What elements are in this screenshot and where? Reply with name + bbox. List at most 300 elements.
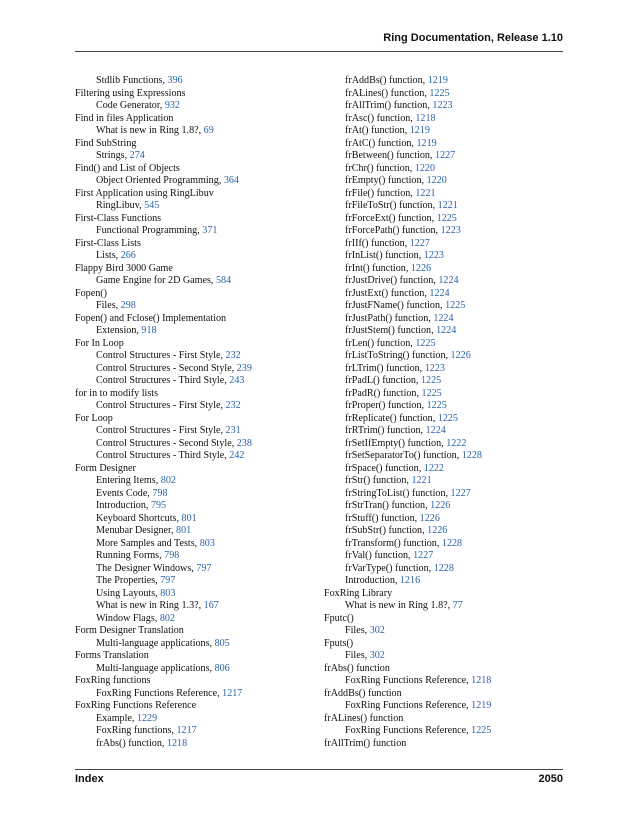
index-entry-text: Entering Items, <box>96 475 161 486</box>
index-subentry <box>75 438 315 451</box>
index-subentry <box>324 138 564 151</box>
page-reference-link[interactable]: 1226 <box>419 512 440 524</box>
index-entry-text: Example, <box>96 712 137 724</box>
page-reference-link[interactable]: 806 <box>214 662 230 674</box>
index-entry-text: frForceExt() function, <box>345 212 437 224</box>
index-subentry <box>324 500 564 513</box>
index-entry-text: Events Code, <box>96 487 153 499</box>
index-subentry <box>324 300 564 313</box>
index-column-right <box>324 75 564 750</box>
index-entry-text: For In Loop <box>75 337 124 349</box>
index-entry-text: FoxRing Functions Reference, <box>96 687 223 699</box>
index-entry-text: The Designer Windows, <box>96 562 197 574</box>
page-reference-link[interactable]: 1224 <box>425 425 446 436</box>
index-entry-text: frRTrim() function, <box>345 425 426 436</box>
index-entry-text: Files, <box>345 650 370 661</box>
index-entry-text: More Samples and Tests, <box>96 537 200 549</box>
index-entry-text: frProper() function, <box>345 400 427 411</box>
page-reference-link[interactable]: 801 <box>181 512 197 524</box>
footer-rule <box>75 769 563 770</box>
index-subentry <box>324 700 564 713</box>
index-entry-text: Fopen() <box>75 287 107 299</box>
index-entry-text: Introduction, <box>345 575 400 586</box>
index-entry-text: Find in files Application <box>75 112 174 124</box>
index-entry-text: for in to modify lists <box>75 387 158 399</box>
index-subentry <box>75 713 315 726</box>
index-entry-text: Strings, <box>96 150 130 161</box>
index-entry-text: Form Designer Translation <box>75 625 184 636</box>
index-subentry <box>324 550 564 563</box>
index-entry-text: FoxRing Functions Reference, <box>345 725 472 736</box>
index-subentry <box>75 550 315 563</box>
index-entry <box>75 213 315 226</box>
index-entry <box>324 738 564 751</box>
page-reference-link[interactable]: 1218 <box>471 675 492 686</box>
index-subentry <box>75 325 315 338</box>
index-subentry <box>75 300 315 313</box>
index-subentry <box>324 438 564 451</box>
index-entry-text: frVal() function, <box>345 550 414 561</box>
page-reference-link[interactable]: 1225 <box>471 725 492 736</box>
index-entry <box>324 613 564 626</box>
index-entry-text: frAllTrim() function <box>324 737 407 749</box>
page-reference-link[interactable]: 1228 <box>433 562 454 574</box>
index-subentry <box>75 613 315 626</box>
index-subentry <box>75 175 315 188</box>
page-reference-link[interactable]: 1226 <box>410 262 432 274</box>
index-subentry <box>324 463 564 476</box>
page-reference-link[interactable]: 797 <box>160 575 176 586</box>
index-subentry <box>75 125 315 138</box>
index-entry-text: Multi-language applications, <box>96 662 215 674</box>
page-reference-link[interactable]: 1220 <box>414 162 435 174</box>
index-entry-text: frAt() function, <box>345 125 410 136</box>
page-reference-link[interactable]: 798 <box>152 487 168 499</box>
index-entry-text: frPadL() function, <box>345 375 421 386</box>
page-reference-link[interactable]: 545 <box>144 200 160 211</box>
index-subentry <box>324 650 564 663</box>
page-reference-link[interactable]: 274 <box>129 150 145 161</box>
index-subentry <box>75 725 315 738</box>
index-entry-text: FoxRing functions, <box>96 725 177 736</box>
index-subentry <box>324 338 564 351</box>
index-subentry <box>324 150 564 163</box>
index-entry-text: frAllTrim() function, <box>345 100 433 111</box>
index-entry-text: frAtC() function, <box>345 137 417 149</box>
page-reference-link[interactable]: 1224 <box>438 275 459 286</box>
index-entry-text: frALines() function <box>324 712 404 724</box>
index-entry-text: Files, <box>96 300 121 311</box>
index-entry-text: Control Structures - Second Style, <box>96 362 237 374</box>
index-entry-text: Fputs() <box>324 637 354 649</box>
index-subentry <box>75 150 315 163</box>
footer-section-label: Index <box>75 773 104 785</box>
index-entry-text: Control Structures - First Style, <box>96 400 226 411</box>
index-entry-text: Filtering using Expressions <box>75 87 186 99</box>
page-reference-link[interactable]: 1225 <box>415 337 436 349</box>
index-entry-text: frStringToList() function, <box>345 487 451 499</box>
index-entry <box>75 338 315 351</box>
page-reference-link[interactable]: 266 <box>120 250 136 261</box>
page-reference-link[interactable]: 1218 <box>166 737 188 749</box>
page-reference-link[interactable]: 239 <box>236 362 252 374</box>
index-entry-text: Introduction, <box>96 500 151 511</box>
index-subentry <box>324 113 564 126</box>
page-reference-link[interactable]: 1227 <box>409 237 430 249</box>
index-subentry <box>75 588 315 601</box>
index-subentry <box>324 538 564 551</box>
index-entry-text: Form Designer <box>75 462 136 474</box>
index-entry-text: First Application using RingLibuv <box>75 187 214 199</box>
index-subentry <box>324 188 564 201</box>
index-entry-text: frJustPath() function, <box>345 312 434 324</box>
index-entry-text: Lists, <box>96 250 121 261</box>
page-reference-link[interactable]: 1226 <box>427 525 448 536</box>
page-reference-link[interactable]: 1227 <box>434 150 456 161</box>
index-entry-text: frALines() function, <box>345 87 430 99</box>
index-entry-text: frLTrim() function, <box>345 362 425 374</box>
index-subentry <box>324 288 564 301</box>
page-reference-link[interactable]: 1228 <box>441 537 463 549</box>
index-entry-text: frStrTran() function, <box>345 500 431 511</box>
index-subentry <box>324 250 564 263</box>
page-reference-link[interactable]: 1224 <box>429 287 450 299</box>
index-entry <box>75 625 315 638</box>
index-entry-text: RingLibuv, <box>96 200 145 211</box>
index-entry-text: frIIf() function, <box>345 237 410 249</box>
index-entry-text: Find() and List of Objects <box>75 162 180 174</box>
index-entry-text: First-Class Lists <box>75 237 141 249</box>
page-reference-link[interactable]: 1218 <box>415 112 436 124</box>
index-subentry <box>75 663 315 676</box>
page-reference-link[interactable]: 231 <box>225 425 241 436</box>
index-subentry <box>324 275 564 288</box>
page-reference-link[interactable]: 1226 <box>430 500 451 511</box>
index-subentry <box>75 500 315 513</box>
page-reference-link[interactable]: 298 <box>120 300 136 311</box>
page-reference-link[interactable]: 802 <box>160 475 176 486</box>
index-subentry <box>75 563 315 576</box>
index-entry-text: frStr() function, <box>345 475 412 486</box>
index-entry <box>324 688 564 701</box>
footer-page-number: 2050 <box>538 773 563 785</box>
index-entry-text: FoxRing Functions Reference, <box>345 675 472 686</box>
page-reference-link[interactable]: 1224 <box>436 325 457 336</box>
index-entry-text: FoxRing functions <box>75 675 151 686</box>
page-reference-link[interactable]: 1225 <box>426 400 447 411</box>
page-reference-link[interactable]: 1219 <box>409 125 430 136</box>
page-reference-link[interactable]: 1227 <box>413 550 434 561</box>
page-reference-link[interactable]: 1225 <box>429 87 450 99</box>
index-subentry <box>324 213 564 226</box>
index-entry-text: First-Class Functions <box>75 212 162 224</box>
index-entry-text: FoxRing Library <box>324 587 393 599</box>
page-reference-link[interactable]: 805 <box>214 637 230 649</box>
index-subentry <box>75 513 315 526</box>
index-entry <box>75 188 315 201</box>
page-reference-link[interactable]: 396 <box>167 75 183 86</box>
index-entry-text: frAsc() function, <box>345 112 416 124</box>
index-entry-text: Object Oriented Programming, <box>96 175 224 186</box>
index-entry <box>75 238 315 251</box>
index-entry-text: frSetIfEmpty() function, <box>345 437 447 449</box>
page-reference-link[interactable]: 1222 <box>423 462 444 474</box>
index-entry-text: Control Structures - Third Style, <box>96 375 230 386</box>
index-entry-text: frFileToStr() function, <box>345 200 438 211</box>
index-subentry <box>324 363 564 376</box>
page-reference-link[interactable]: 1227 <box>450 487 471 499</box>
index-entry-text: frSpace() function, <box>345 462 424 474</box>
index-subentry <box>75 200 315 213</box>
index-entry-text: Control Structures - Second Style, <box>96 437 237 449</box>
page-reference-link[interactable]: 1216 <box>399 575 421 586</box>
page-reference-link[interactable]: 1219 <box>471 700 492 711</box>
index-entry-text: Fputc() <box>324 612 354 624</box>
index-subentry <box>324 675 564 688</box>
page-reference-link[interactable]: 1221 <box>437 200 458 211</box>
index-subentry <box>324 513 564 526</box>
index-subentry <box>75 450 315 463</box>
page-reference-link[interactable]: 1223 <box>432 100 453 111</box>
index-entry-text: What is new in Ring 1.8?, <box>96 125 204 136</box>
index-subentry <box>324 400 564 413</box>
index-subentry <box>75 600 315 613</box>
page-reference-link[interactable]: 77 <box>452 600 463 611</box>
index-entry-text: Functional Programming, <box>96 225 203 236</box>
index-entry-text: Keyboard Shortcuts, <box>96 512 182 524</box>
index-entry-text: The Properties, <box>96 575 161 586</box>
index-subentry <box>324 175 564 188</box>
index-subentry <box>324 725 564 738</box>
running-header-title: Ring Documentation, Release 1.10 <box>383 32 563 44</box>
page-reference-link[interactable]: 932 <box>164 100 180 111</box>
page-reference-link[interactable]: 802 <box>159 612 175 624</box>
index-entry-text: frPadR() function, <box>345 387 422 399</box>
index-subentry <box>324 450 564 463</box>
index-entry <box>75 263 315 276</box>
page-reference-link[interactable]: 1223 <box>440 225 461 236</box>
index-entry-text: frJustDrive() function, <box>345 275 439 286</box>
index-subentry <box>75 375 315 388</box>
index-entry <box>75 413 315 426</box>
index-entry-text: Menubar Designer, <box>96 525 177 536</box>
index-entry-text: frReplicate() function, <box>345 412 438 424</box>
index-entry-text: frEmpty() function, <box>345 175 427 186</box>
index-entry-text: frChr() function, <box>345 162 415 174</box>
page-reference-link[interactable]: 1225 <box>436 212 457 224</box>
index-entry-text: frListToString() function, <box>345 350 451 361</box>
index-entry-text: Control Structures - First Style, <box>96 425 226 436</box>
index-subentry <box>75 538 315 551</box>
index-subentry <box>324 413 564 426</box>
index-entry-text: Window Flags, <box>96 612 160 624</box>
index-subentry <box>75 738 315 751</box>
index-entry-text: Control Structures - First Style, <box>96 350 226 361</box>
page-reference-link[interactable]: 1229 <box>136 712 158 724</box>
index-entry-text: frForcePath() function, <box>345 225 441 236</box>
index-subentry <box>324 488 564 501</box>
index-entry <box>75 163 315 176</box>
index-subentry <box>324 100 564 113</box>
index-entry-text: Game Engine for 2D Games, <box>96 275 216 286</box>
index-entry-text: frSetSeparatorTo() function, <box>345 450 462 461</box>
page-reference-link[interactable]: 1217 <box>176 725 197 736</box>
index-subentry <box>324 525 564 538</box>
index-entry-text: frStuff() function, <box>345 512 420 524</box>
page-reference-link[interactable]: 371 <box>202 225 218 236</box>
index-subentry <box>75 225 315 238</box>
index-entry-text: frAbs() function, <box>96 737 167 749</box>
page-reference-link[interactable]: 1221 <box>415 187 436 199</box>
index-entry <box>75 675 315 688</box>
index-subentry <box>75 575 315 588</box>
page-reference-link[interactable]: 1225 <box>421 387 442 399</box>
page-reference-link[interactable]: 238 <box>236 437 252 449</box>
index-subentry <box>75 400 315 413</box>
page-reference-link[interactable]: 918 <box>141 325 157 336</box>
page-reference-link[interactable]: 302 <box>369 625 385 636</box>
index-entry-text: Using Layouts, <box>96 587 161 599</box>
index-subentry <box>75 688 315 701</box>
header-rule <box>75 51 563 52</box>
index-entry-text: frLen() function, <box>345 337 416 349</box>
page-reference-link[interactable]: 1223 <box>423 250 444 261</box>
page-reference-link[interactable]: 232 <box>225 350 241 361</box>
page-reference-link[interactable]: 242 <box>229 450 245 461</box>
index-entry-text: Code Generator, <box>96 100 165 111</box>
index-subentry <box>324 238 564 251</box>
index-subentry <box>324 75 564 88</box>
index-subentry <box>75 638 315 651</box>
page-reference-link[interactable]: 1219 <box>416 137 437 149</box>
page-reference-link[interactable]: 1222 <box>446 437 467 449</box>
index-entry-text: frInList() function, <box>345 250 424 261</box>
index-subentry <box>324 313 564 326</box>
index-entry-text: Files, <box>345 625 370 636</box>
index-subentry <box>324 125 564 138</box>
page-reference-link[interactable]: 1221 <box>411 475 432 486</box>
page-reference-link[interactable]: 801 <box>176 525 192 536</box>
index-subentry <box>75 250 315 263</box>
index-entry-text: What is new in Ring 1.8?, <box>345 600 453 611</box>
page-reference-link[interactable]: 798 <box>164 550 180 561</box>
index-entry-text: Running Forms, <box>96 550 165 561</box>
index-entry-text: frTransform() function, <box>345 537 442 549</box>
index-subentry <box>324 475 564 488</box>
index-entry <box>324 588 564 601</box>
page-reference-link[interactable]: 1219 <box>427 75 448 86</box>
index-entry-text: frSubStr() function, <box>345 525 428 536</box>
index-entry <box>75 463 315 476</box>
page-reference-link[interactable]: 1220 <box>426 175 447 186</box>
index-column-left <box>75 75 315 750</box>
page-reference-link[interactable]: 302 <box>369 650 385 661</box>
index-entry-text: frJustExt() function, <box>345 287 430 299</box>
index-subentry <box>324 263 564 276</box>
page-reference-link[interactable]: 232 <box>225 400 241 411</box>
index-subentry <box>75 363 315 376</box>
index-entry-text: frFile() function, <box>345 187 416 199</box>
page-reference-link[interactable]: 1224 <box>433 312 454 324</box>
index-subentry <box>75 425 315 438</box>
index-subentry <box>324 375 564 388</box>
index-entry <box>75 700 315 713</box>
index-entry-text: Control Structures - Third Style, <box>96 450 230 461</box>
index-subentry <box>324 350 564 363</box>
page-reference-link[interactable]: 1217 <box>222 687 243 699</box>
index-entry <box>75 650 315 663</box>
index-entry-text: Forms Translation <box>75 650 149 661</box>
page-reference-link[interactable]: 1225 <box>445 300 466 311</box>
index-entry-text: For Loop <box>75 412 113 424</box>
index-entry-text: FoxRing Functions Reference <box>75 700 197 711</box>
index-entry-text: frJustFName() function, <box>345 300 446 311</box>
index-subentry <box>75 488 315 501</box>
page-reference-link[interactable]: 803 <box>199 537 215 549</box>
index-entry-text: frAddBs() function, <box>345 75 428 86</box>
index-entry-text: frVarType() function, <box>345 562 434 574</box>
index-entry <box>75 288 315 301</box>
page-reference-link[interactable]: 584 <box>215 275 232 286</box>
index-entry-text: Flappy Bird 3000 Game <box>75 262 173 274</box>
index-entry <box>324 713 564 726</box>
page-reference-link[interactable]: 797 <box>196 562 212 574</box>
index-subentry <box>324 425 564 438</box>
page-reference-link[interactable]: 1225 <box>437 412 458 424</box>
page-reference-link[interactable]: 1225 <box>420 375 442 386</box>
index-subentry <box>324 575 564 588</box>
index-subentry <box>324 600 564 613</box>
index-entry-text: frInt() function, <box>345 262 411 274</box>
page-reference-link[interactable]: 243 <box>229 375 245 386</box>
index-entry <box>324 638 564 651</box>
index-subentry <box>324 200 564 213</box>
index-subentry <box>75 100 315 113</box>
index-subentry <box>324 163 564 176</box>
index-entry-text: frBetween() function, <box>345 150 435 161</box>
page-reference-link[interactable]: 1223 <box>424 362 445 374</box>
index-entry-text: Fopen() and Fclose() Implementation <box>75 312 227 324</box>
page-reference-link[interactable]: 1226 <box>450 350 471 361</box>
index-entry-text: frAbs() function <box>324 662 390 674</box>
index-subentry <box>75 525 315 538</box>
page-reference-link[interactable]: 803 <box>160 587 176 599</box>
page-reference-link[interactable]: 795 <box>150 500 167 511</box>
index-entry-text: Find SubString <box>75 137 137 149</box>
index-entry-text: Multi-language applications, <box>96 637 215 649</box>
page-reference-link[interactable]: 1228 <box>461 450 482 461</box>
index-entry <box>75 138 315 151</box>
page-reference-link[interactable]: 167 <box>203 600 219 611</box>
index-subentry <box>75 75 315 88</box>
page-reference-link[interactable]: 364 <box>223 175 239 186</box>
index-entry-text: FoxRing Functions Reference, <box>345 700 472 711</box>
index-subentry <box>324 225 564 238</box>
index-entry-text: Stdlib Functions, <box>96 75 168 86</box>
index-subentry <box>324 625 564 638</box>
page-reference-link[interactable]: 69 <box>203 125 214 136</box>
index-entry <box>75 88 315 101</box>
index-subentry <box>75 350 315 363</box>
index-entry <box>75 113 315 126</box>
index-entry-text: frAddBs() function <box>324 687 402 699</box>
index-subentry <box>324 563 564 576</box>
index-entry-text: Extension, <box>96 325 142 336</box>
index-entry-text: frJustStem() function, <box>345 325 437 336</box>
index-entry <box>324 663 564 676</box>
index-subentry <box>75 475 315 488</box>
index-subentry <box>75 275 315 288</box>
